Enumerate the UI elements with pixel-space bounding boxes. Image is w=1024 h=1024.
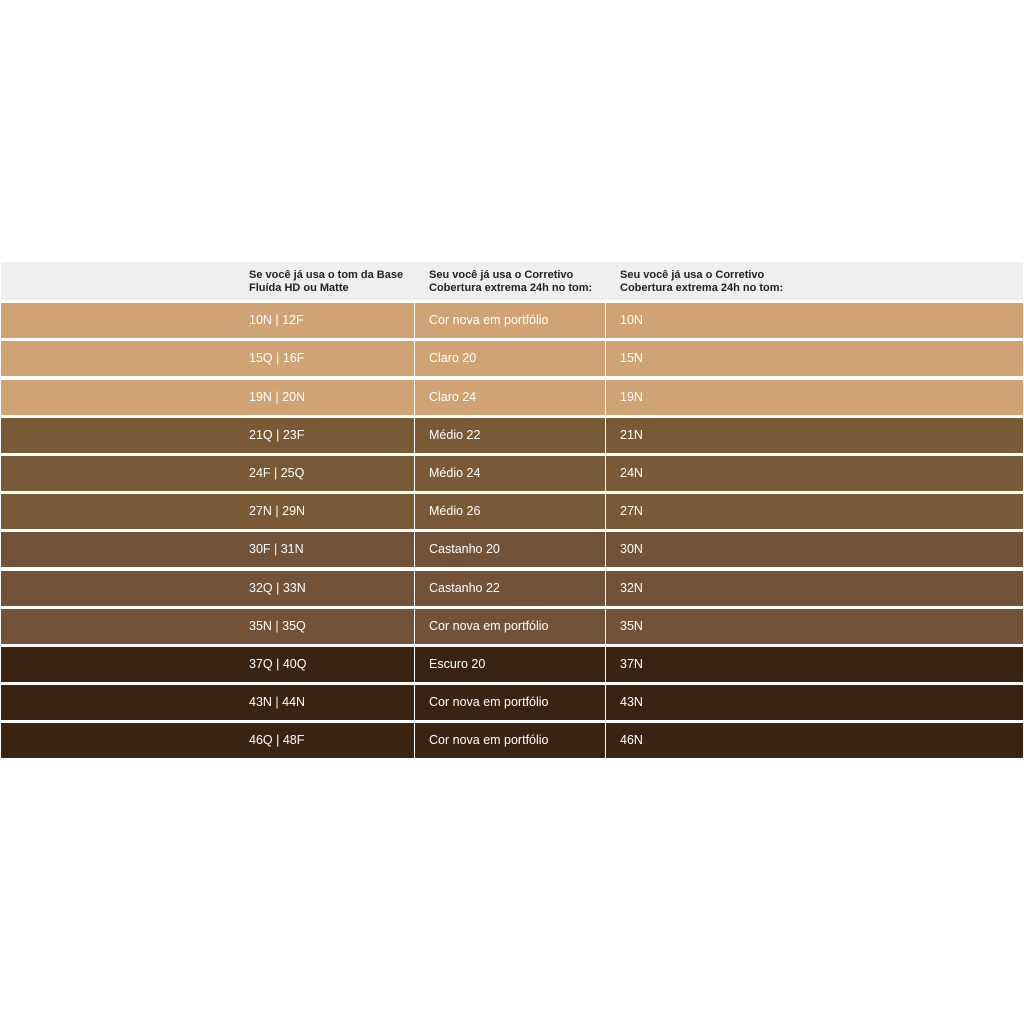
- base-shade-cell: 35N | 35Q: [249, 618, 306, 633]
- new-tone-cell: 30N: [620, 542, 643, 557]
- column-divider: [414, 685, 415, 720]
- table-row: [1, 685, 1023, 720]
- corretivo-shade-cell: Cor nova em portfólio: [429, 733, 549, 748]
- new-tone-cell: 43N: [620, 695, 643, 710]
- column-divider: [414, 532, 415, 567]
- header-base-column: Se você já usa o tom da Base Fluída HD ou Matte: [249, 269, 404, 294]
- corretivo-shade-cell: Castanho 22: [429, 580, 500, 595]
- column-divider: [605, 609, 606, 644]
- column-divider: [414, 418, 415, 453]
- base-shade-cell: 21Q | 23F: [249, 427, 305, 442]
- corretivo-shade-cell: Cor nova em portfólio: [429, 618, 549, 633]
- column-divider: [605, 532, 606, 567]
- column-divider: [605, 571, 606, 606]
- table-row: [1, 303, 1023, 338]
- table-row: [1, 532, 1023, 567]
- column-divider: [605, 685, 606, 720]
- corretivo-shade-cell: Médio 26: [429, 504, 481, 519]
- table-row: [1, 418, 1023, 453]
- column-divider: [605, 303, 606, 338]
- corretivo-shade-cell: Claro 20: [429, 351, 477, 366]
- column-divider: [414, 303, 415, 338]
- table-row: [1, 341, 1023, 376]
- base-shade-cell: 24F | 25Q: [249, 465, 305, 480]
- table-row: [1, 571, 1023, 606]
- corretivo-shade-cell: Cor nova em portfólio: [429, 695, 549, 710]
- new-tone-cell: 35N: [620, 618, 643, 633]
- table-row: [1, 380, 1023, 415]
- base-shade-cell: 32Q | 33N: [249, 580, 306, 595]
- new-tone-cell: 10N: [620, 313, 643, 328]
- table-body: [1, 303, 1023, 758]
- table-row: [1, 609, 1023, 644]
- corretivo-shade-cell: Claro 24: [429, 389, 477, 404]
- corretivo-shade-cell: Castanho 20: [429, 542, 500, 557]
- column-divider: [605, 341, 606, 376]
- new-tone-cell: 19N: [620, 389, 643, 404]
- table-row: [1, 647, 1023, 682]
- corretivo-shade-cell: Cor nova em portfólio: [429, 313, 549, 328]
- header-new-tone-column: Seu você já usa o Corretivo Cobertura extrema 24h no tom:: [620, 269, 784, 294]
- corretivo-shade-cell: Médio 24: [429, 465, 481, 480]
- new-tone-cell: 15N: [620, 351, 643, 366]
- table-row: [1, 723, 1023, 758]
- column-divider: [414, 647, 415, 682]
- column-divider: [605, 418, 606, 453]
- base-shade-cell: 43N | 44N: [249, 695, 306, 710]
- column-divider: [605, 494, 606, 529]
- shade-conversion-table: [1, 262, 1023, 758]
- column-divider: [414, 456, 415, 491]
- corretivo-shade-cell: Médio 22: [429, 427, 481, 442]
- base-shade-cell: 46Q | 48F: [249, 733, 305, 748]
- corretivo-shade-cell: Escuro 20: [429, 656, 486, 671]
- header-corretivo-column: Seu você já usa o Corretivo Cobertura extrema 24h no tom:: [429, 269, 593, 294]
- base-shade-cell: 30F | 31N: [249, 542, 304, 557]
- base-shade-cell: 37Q | 40Q: [249, 656, 307, 671]
- column-divider: [605, 723, 606, 758]
- column-divider: [414, 571, 415, 606]
- column-divider: [414, 494, 415, 529]
- base-shade-cell: 27N | 29N: [249, 504, 306, 519]
- column-divider: [414, 609, 415, 644]
- new-tone-cell: 24N: [620, 465, 643, 480]
- new-tone-cell: 32N: [620, 580, 643, 595]
- column-divider: [605, 456, 606, 491]
- column-divider: [605, 380, 606, 415]
- column-divider: [605, 647, 606, 682]
- new-tone-cell: 37N: [620, 656, 643, 671]
- base-shade-cell: 15Q | 16F: [249, 351, 305, 366]
- new-tone-cell: 46N: [620, 733, 643, 748]
- column-divider: [414, 380, 415, 415]
- column-divider: [414, 341, 415, 376]
- table-row: [1, 494, 1023, 529]
- base-shade-cell: 10N | 12F: [249, 313, 304, 328]
- table-header: [1, 262, 1023, 300]
- base-shade-cell: 19N | 20N: [249, 389, 306, 404]
- table-row: [1, 456, 1023, 491]
- new-tone-cell: 21N: [620, 427, 643, 442]
- new-tone-cell: 27N: [620, 504, 643, 519]
- column-divider: [414, 723, 415, 758]
